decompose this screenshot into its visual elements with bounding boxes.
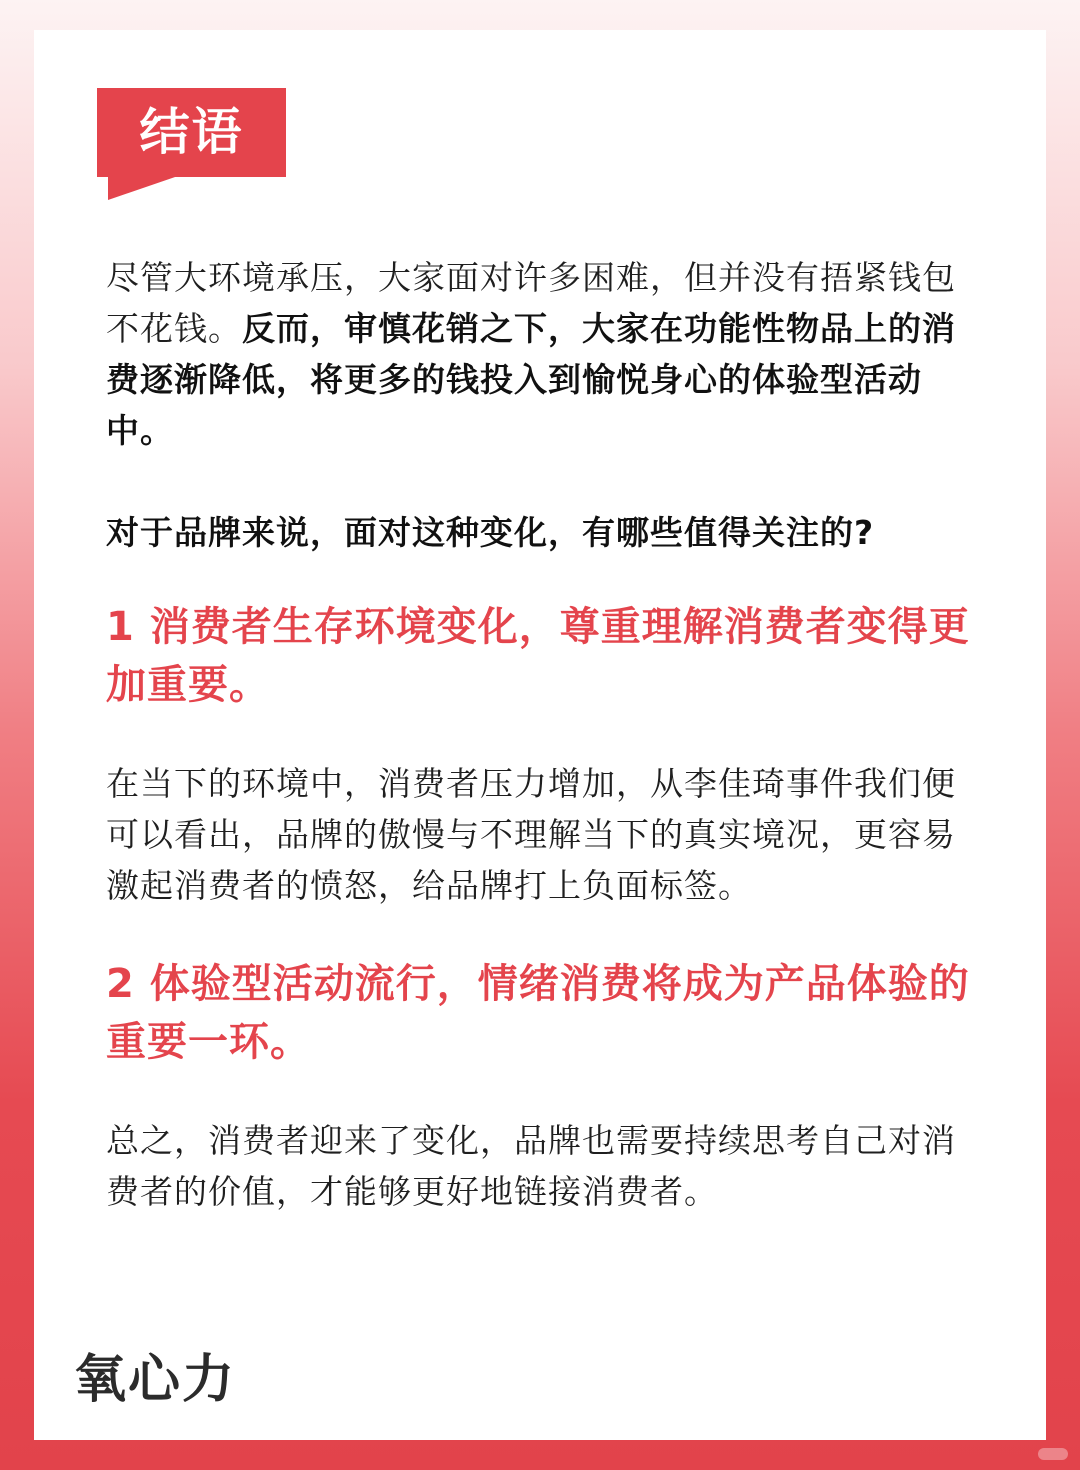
- content-card: [34, 30, 1046, 1440]
- paragraph-intro-bold: 反而，审慎花销之下，大家在功能性物品上的消费逐渐降低，将更多的钱投入到愉悦身心的体验型活动中。: [106, 309, 956, 450]
- article-body: [106, 252, 982, 1217]
- watermark-icon: [1038, 1448, 1068, 1460]
- brand-logo: 氧心力: [74, 1350, 237, 1410]
- title-speech-tail: [108, 176, 178, 200]
- paragraph-intro: [106, 252, 982, 456]
- section-title: 结语: [97, 88, 286, 177]
- paragraph-intro-normal: 尽管大环境承压，大家面对许多困难，但并没有捂紧钱包不花钱。: [106, 258, 956, 348]
- point-1-heading: 1 消费者生存环境变化，尊重理解消费者变得更加重要。: [106, 604, 970, 708]
- point-2-heading: 2 体验型活动流行，情绪消费将成为产品体验的重要一环。: [106, 961, 970, 1065]
- point-1-body: 在当下的环境中，消费者压力增加，从李佳琦事件我们便可以看出，品牌的傲慢与不理解当下的真实境况，更容易激起消费者的愤怒，给品牌打上负面标签。: [106, 764, 956, 905]
- conclusion-text: 总之，消费者迎来了变化，品牌也需要持续思考自己对消费者的价值，才能够更好地链接消费者。: [106, 1121, 956, 1211]
- question-text: 对于品牌来说，面对这种变化，有哪些值得关注的?: [106, 513, 875, 552]
